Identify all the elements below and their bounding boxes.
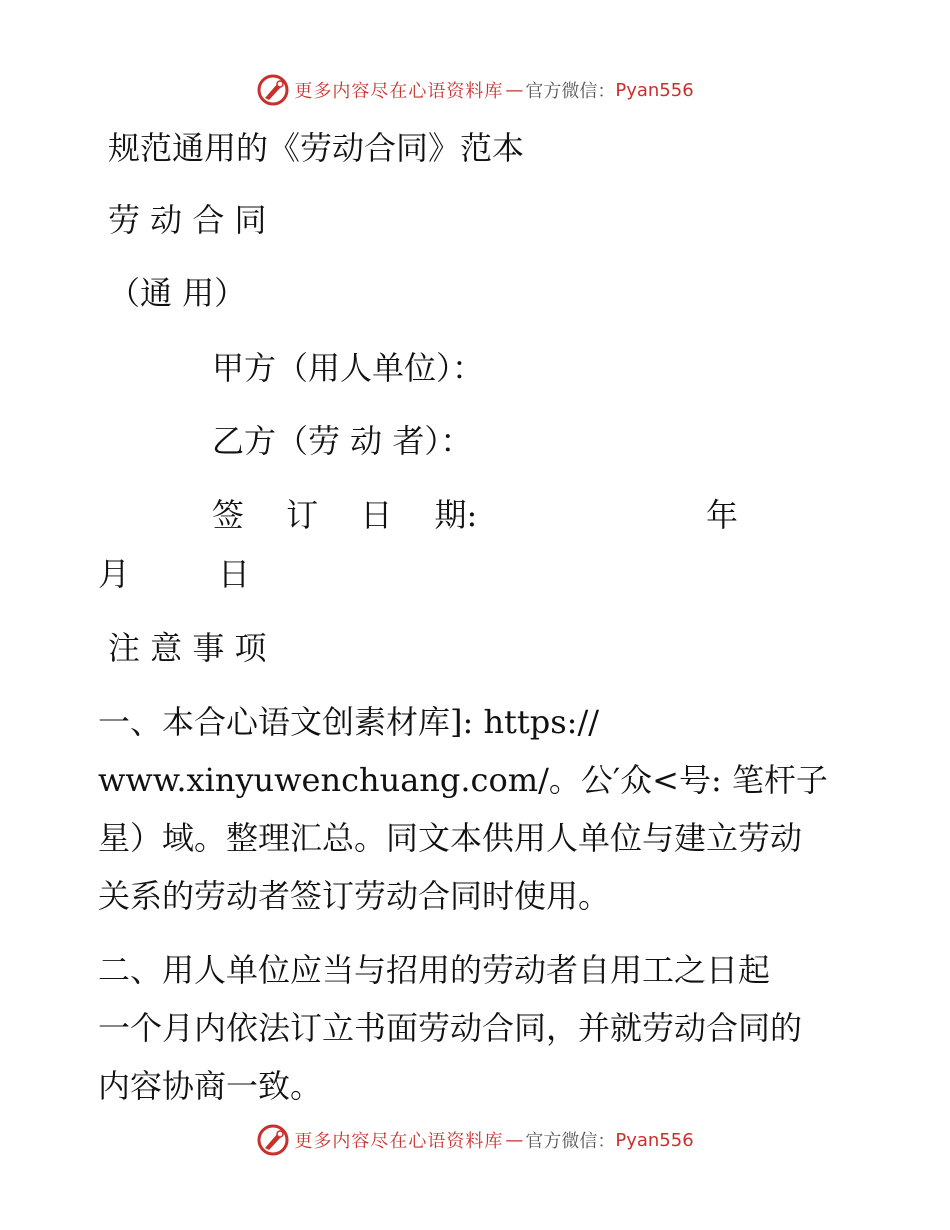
date-day: 日 [218, 555, 251, 593]
document-title: 规范通用的《劳动合同》范本 [108, 129, 525, 167]
watermark-separator: — [505, 79, 524, 101]
notice-item-1-line-1: 一、本合心语文创素材库]: https:// [98, 703, 600, 741]
notice-item-1-line-3: 星）域。整理汇总。同文本供用人单位与建立劳动 [98, 819, 803, 857]
notice-item-1-line-2: www.xinyuwenchuang.com/。公′众<号: 笔杆子 [98, 761, 828, 799]
pen-logo-icon [256, 73, 290, 107]
watermark-wechat-id: Pyan556 [615, 1129, 694, 1151]
watermark-wechat-label: 官方微信： [525, 1131, 616, 1152]
sign-date-label: 签 订 日 期: [212, 496, 478, 534]
watermark-text: 更多内容尽在心语资料库 [294, 81, 504, 102]
party-a-label: 甲方（用人单位）： [212, 349, 485, 387]
notice-item-2-line-2: 一个月内依法订立书面劳动合同，并就劳动合同的 [98, 1009, 803, 1047]
watermark-wechat-id: Pyan556 [615, 79, 694, 101]
notice-item-2-line-1: 二、用人单位应当与招用的劳动者自用工之日起 [98, 951, 771, 989]
notice-item-2-line-3: 内容协商一致。 [98, 1067, 323, 1105]
contract-subtitle: （通 用） [108, 274, 247, 312]
date-year: 年 [706, 496, 739, 534]
party-b-label: 乙方（劳 动 者）： [212, 422, 473, 460]
date-month: 月 [98, 555, 131, 593]
pen-logo-icon [256, 1123, 290, 1157]
notice-item-1-line-4: 关系的劳动者签订劳动合同时使用。 [98, 877, 611, 915]
watermark-text: 更多内容尽在心语资料库 [294, 1131, 504, 1152]
contract-title: 劳 动 合 同 [108, 201, 267, 239]
watermark-banner-top [0, 70, 950, 110]
watermark-separator: — [505, 1129, 524, 1151]
watermark-wechat-label: 官方微信： [525, 81, 616, 102]
notice-heading: 注 意 事 项 [108, 629, 267, 667]
watermark-banner-bottom [0, 1120, 950, 1160]
